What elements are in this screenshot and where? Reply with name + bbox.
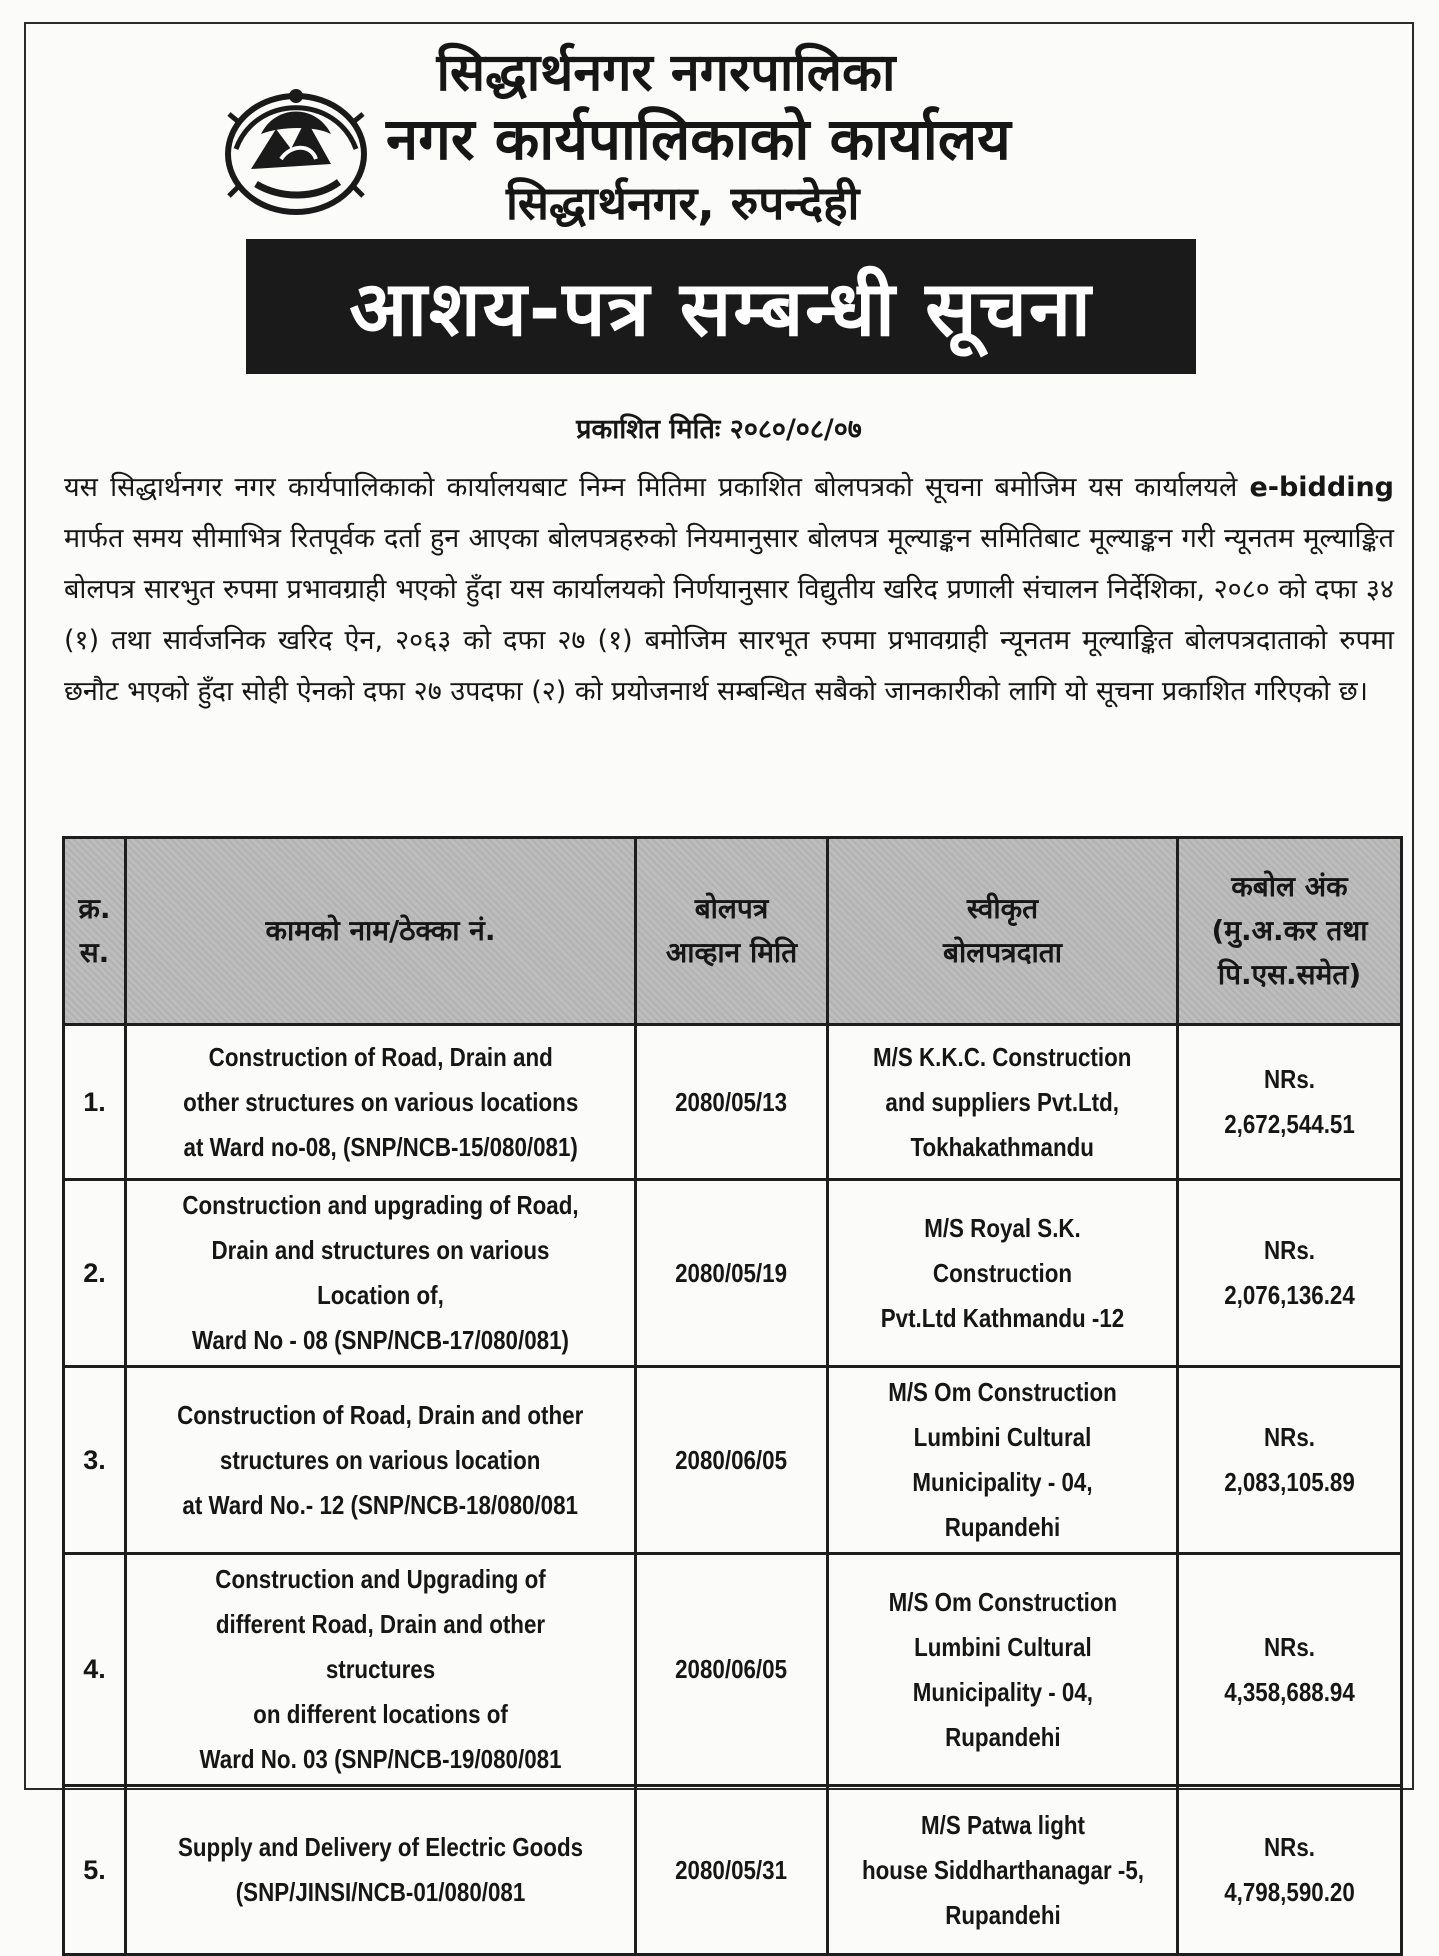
notice-body (64, 462, 1394, 717)
row-serial: 4. (64, 1554, 126, 1786)
notice-title: आशय-पत्र सम्बन्धी सूचना (349, 264, 1093, 353)
row-amount: NRs. 2,672,544.51 (1178, 1025, 1402, 1180)
published-date: प्रकाशित मितिः २०८०/०८/०७ (576, 414, 862, 445)
row-amount: NRs. 4,358,688.94 (1178, 1554, 1402, 1786)
header-amount: कबोल अंक (मु.अ.कर तथा पि.एस.समेत) (1178, 838, 1402, 1025)
notice-page (24, 22, 1414, 1930)
office-name: नगर कार्यपालिकाको कार्यालय (386, 105, 1011, 173)
row-amount: NRs. 2,083,105.89 (1178, 1367, 1402, 1554)
row-bidder: M/S Patwa light house Siddharthanagar -5, Rupandehi (828, 1786, 1178, 1955)
row-work: Supply and Delivery of Electric Goods (SNP/JINSI/NCB-01/080/081 (126, 1786, 636, 1955)
row-serial: 1. (64, 1025, 126, 1180)
nepal-government-emblem-icon (221, 74, 371, 224)
table-row (64, 1180, 1402, 1367)
header-bid-date: बोलपत्र आव्हान मिति (636, 838, 828, 1025)
row-bidder: M/S Om Construction Lumbini Cultural Municipality - 04, Rupandehi (828, 1554, 1178, 1786)
row-bidder: M/S Om Construction Lumbini Cultural Municipality - 04, Rupandehi (828, 1367, 1178, 1554)
row-work: Construction of Road, Drain and other structures on various location at Ward No.- 12 (SNP/NCB-18/080/081 (126, 1367, 636, 1554)
table-header-row (64, 838, 1402, 1025)
municipality-name: सिद्धार्थनगर नगरपालिका (436, 43, 896, 103)
row-amount: NRs. 2,076,136.24 (1178, 1180, 1402, 1367)
notice-body-part2: मार्फत समय सीमाभित्र रितपूर्वक दर्ता हुन आएका बोलपत्रहरुको नियमानुसार बोलपत्र मूल्याङ्कन समितिबाट मूल्याङ्कन गरी न्यूनतम मूल्याङ्कित बोलपत्र सारभुत रुपमा प्रभावग्राही भएको हुँदा यस कार्यालयको निर्णयानुसार विद्युतीय खरिद प्रणाली संचालन निर्देशिका, २०८० को दफा ३४ (१) तथा सार्वजनिक खरिद ऐन, २०६३ को दफा २७ (१) बमोजिम सारभूत रुपमा प्रभावग्राही न्यूनतम मूल्याङ्कित बोलपत्रदाताको रुपमा छनौट भएको हुँदा सोही ऐनको दफा २७ उपदफा (२) को प्रयोजनार्थ सम्बन्धित सबैको जानकारीको लागि यो सूचना प्रकाशित गरिएको छ। (64, 523, 1394, 707)
row-date: 2080/05/13 (636, 1025, 828, 1180)
row-date: 2080/05/19 (636, 1180, 828, 1367)
row-bidder: M/S Royal S.K. Construction Pvt.Ltd Kathmandu -12 (828, 1180, 1178, 1367)
row-work: Construction and Upgrading of different Road, Drain and other structures on different locations of Ward No. 03 (SNP/NCB-19/080/081 (126, 1554, 636, 1786)
table-row (64, 1786, 1402, 1955)
table-row (64, 1554, 1402, 1786)
row-date: 2080/05/31 (636, 1786, 828, 1955)
table-row (64, 1367, 1402, 1554)
row-serial: 2. (64, 1180, 126, 1367)
header-work-name: कामको नाम/ठेक्का नं. (126, 838, 636, 1025)
office-location: सिद्धार्थनगर, रुपन्देही (506, 176, 860, 230)
row-serial: 5. (64, 1786, 126, 1955)
row-serial: 3. (64, 1367, 126, 1554)
notice-body-bold-term: e-bidding (1249, 472, 1394, 503)
row-bidder: M/S K.K.C. Construction and suppliers Pvt.Ltd, Tokhakathmandu (828, 1025, 1178, 1180)
organization-title-block (386, 42, 1286, 232)
header-serial: क्र. स. (64, 838, 126, 1025)
row-work: Construction of Road, Drain and other structures on various locations at Ward no-08, (SNP/NCB-15/080/081) (126, 1025, 636, 1180)
award-table (62, 836, 1403, 1956)
row-date: 2080/06/05 (636, 1367, 828, 1554)
header-bidder: स्वीकृत बोलपत्रदाता (828, 838, 1178, 1025)
table-row (64, 1025, 1402, 1180)
notice-body-part1: यस सिद्धार्थनगर नगर कार्यपालिकाको कार्यालयबाट निम्न मितिमा प्रकाशित बोलपत्रको सूचना बमोजिम यस कार्यालयले (64, 472, 1250, 503)
notice-title-banner (246, 239, 1196, 374)
notice-header (26, 34, 1412, 234)
row-date: 2080/06/05 (636, 1554, 828, 1786)
row-work: Construction and upgrading of Road, Drain and structures on various Location of, Ward No - 08 (SNP/NCB-17/080/081) (126, 1180, 636, 1367)
row-amount: NRs. 4,798,590.20 (1178, 1786, 1402, 1955)
